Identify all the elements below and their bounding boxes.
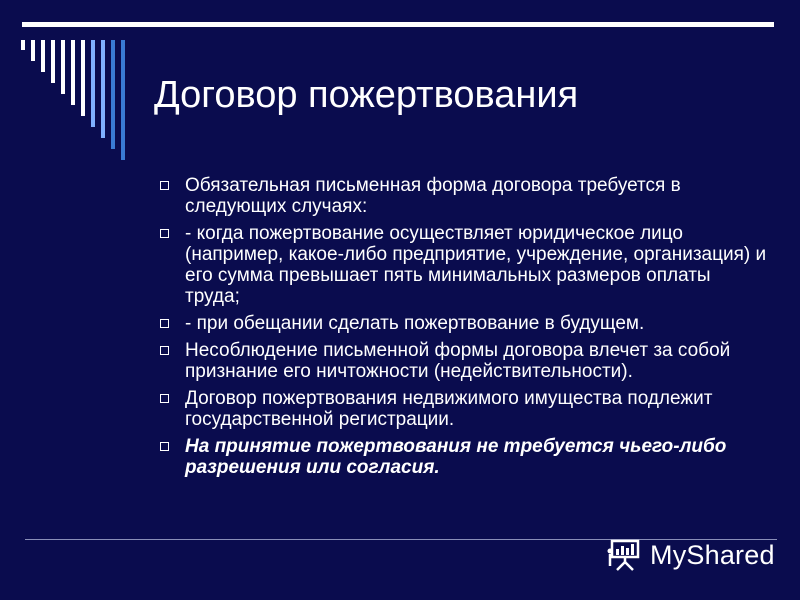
- decorative-stripe: [51, 40, 55, 83]
- decorative-stripe: [71, 40, 75, 105]
- bullet-text: Договор пожертвования недвижимого имущества подлежит государственной регистрации.: [185, 388, 713, 430]
- decorative-stripe: [31, 40, 35, 61]
- bullet-text: - когда пожертвование осуществляет юридическое лицо (например, какое-либо предприятие, учреждение, организация) и его сумма превышает пять минимальных размеров оплаты труда;: [185, 223, 767, 307]
- decorative-stripe: [21, 40, 25, 50]
- bullet-text: - при обещании сделать пожертвование в будущем.: [185, 313, 645, 334]
- bullet-item: [160, 223, 770, 307]
- slide-title: Договор пожертвования: [154, 74, 579, 116]
- bullet-item: [160, 388, 770, 430]
- decorative-stripe: [101, 40, 105, 138]
- decorative-stripe: [91, 40, 95, 127]
- square-bullet-icon: [160, 442, 169, 451]
- decorative-stripe: [121, 40, 125, 160]
- bullet-text: Несоблюдение письменной формы договора влечет за собой признание его ничтожности (недействительности).: [185, 340, 731, 382]
- decorative-stripe: [41, 40, 45, 72]
- bullet-text: Обязательная письменная форма договора требуется в следующих случаях:: [185, 175, 681, 217]
- square-bullet-icon: [160, 229, 169, 238]
- bullet-item: [160, 340, 770, 382]
- decorative-stripes: [0, 0, 140, 170]
- presentation-board-icon: [606, 538, 644, 572]
- watermark-logo: [606, 537, 775, 573]
- square-bullet-icon: [160, 181, 169, 190]
- bullet-list: [160, 175, 770, 484]
- bullet-item: [160, 175, 770, 217]
- decorative-stripe: [81, 40, 85, 116]
- bullet-item-emphasis: [160, 436, 770, 478]
- decorative-stripe: [61, 40, 65, 94]
- square-bullet-icon: [160, 319, 169, 328]
- decorative-stripe: [111, 40, 115, 149]
- square-bullet-icon: [160, 394, 169, 403]
- square-bullet-icon: [160, 346, 169, 355]
- bullet-text: На принятие пожертвования не требуется чьего-либо разрешения или согласия.: [185, 436, 727, 478]
- bullet-item: [160, 313, 770, 334]
- watermark-text: MyShared: [650, 539, 775, 570]
